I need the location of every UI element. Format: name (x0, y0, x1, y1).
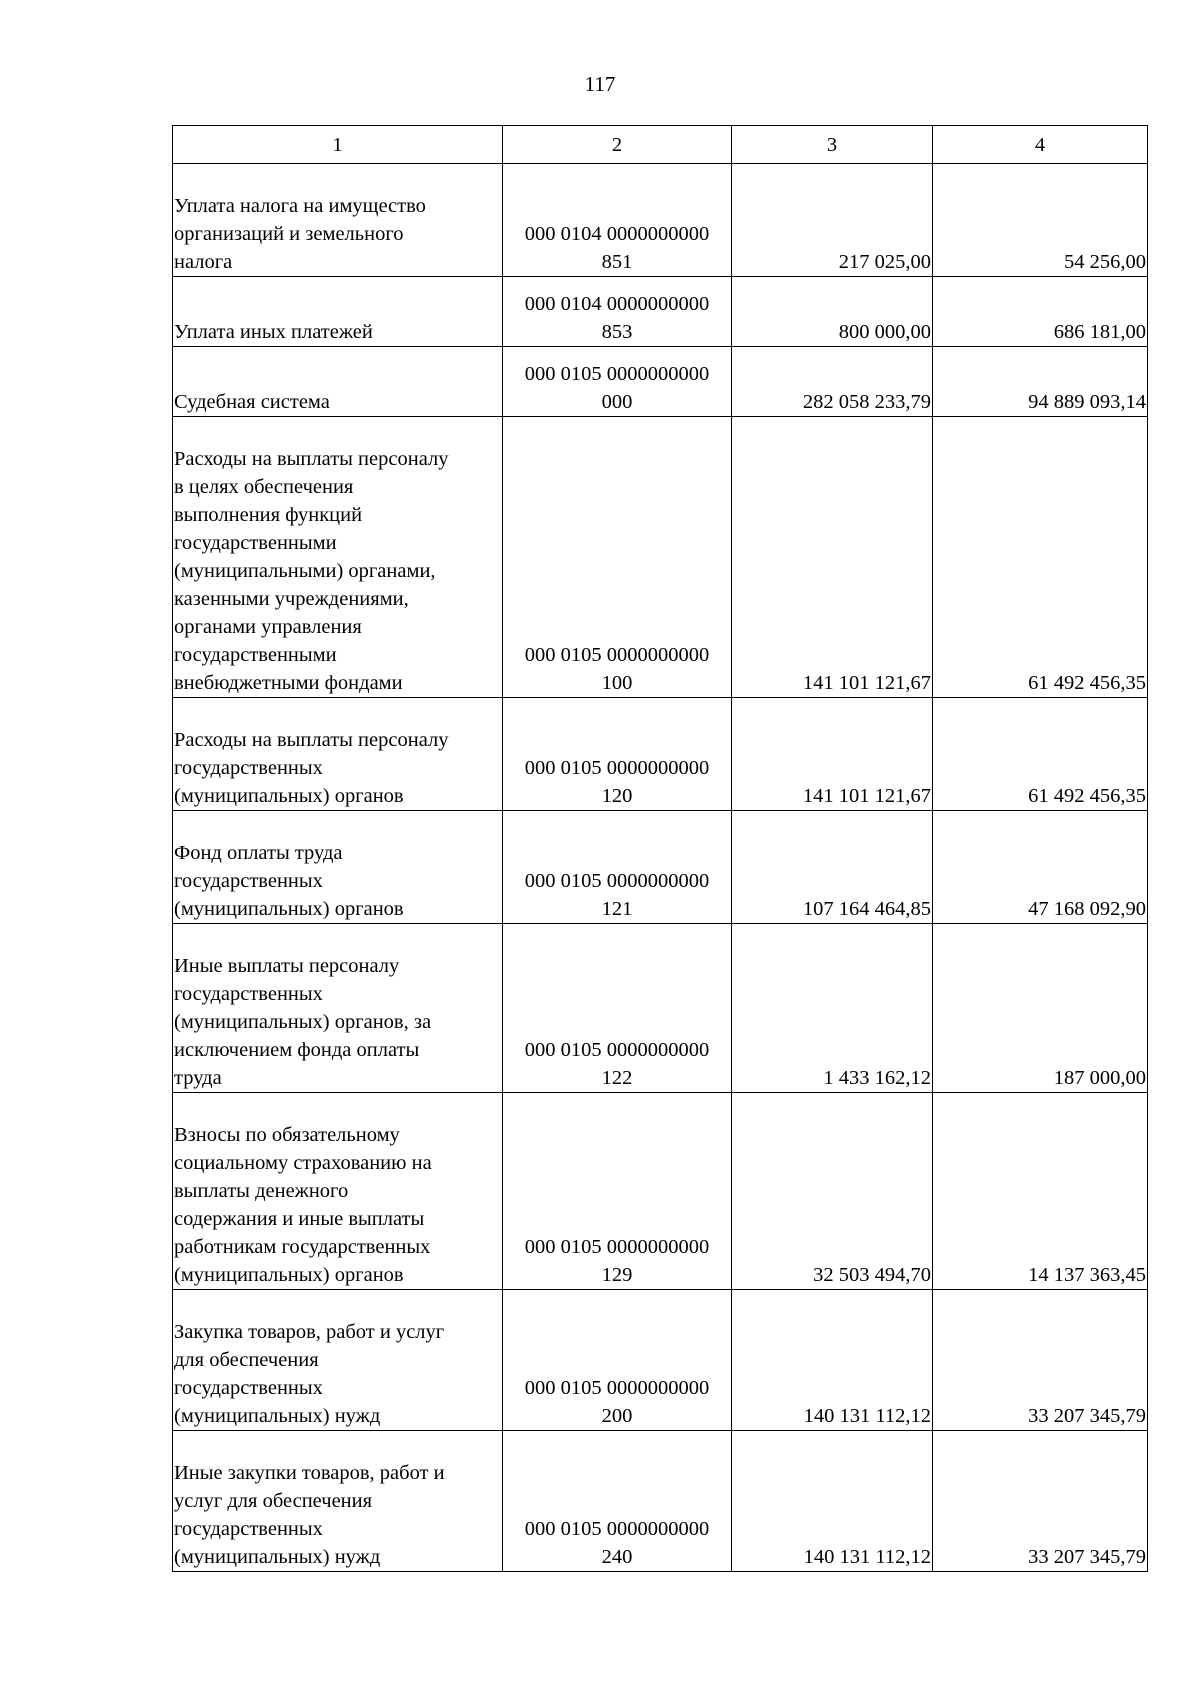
row-value-col3: 141 101 121,67 (802, 785, 931, 807)
row-name: Иные выплаты персоналу государственных (муниципальных) органов, за исключением фонда оплаты труда (174, 955, 432, 1089)
row-value-col4: 686 181,00 (1053, 321, 1146, 343)
header-row (173, 126, 1148, 164)
row-value-col4: 33 207 345,79 (1028, 1405, 1146, 1427)
row-code: 000 0105 0000000000 200 (524, 1377, 710, 1427)
row-value-col4: 14 137 363,45 (1028, 1264, 1146, 1286)
row-name: Судебная система (174, 391, 330, 413)
row-code: 000 0105 0000000000 000 (524, 363, 710, 413)
row-value-col3: 141 101 121,67 (802, 672, 931, 694)
row-value-col3: 217 025,00 (838, 251, 931, 273)
row-name: Иные закупки товаров, работ и услуг для обеспечения государственных (муниципальных) нужд (174, 1462, 445, 1568)
row-value-col4: 61 492 456,35 (1028, 785, 1146, 807)
table-row (173, 1290, 1148, 1431)
row-code: 000 0105 0000000000 240 (524, 1518, 710, 1568)
row-name: Расходы на выплаты персоналу в целях обеспечения выполнения функций государственными (муниципальными) органами, казенными учреждениями, органами управления государственными внебюджетными фондами (174, 448, 449, 694)
column-header-1: 1 (173, 126, 503, 164)
row-value-col3: 1 433 162,12 (823, 1067, 931, 1089)
column-header-4: 4 (933, 126, 1148, 164)
table-row (173, 924, 1148, 1093)
row-code: 000 0105 0000000000 120 (524, 757, 710, 807)
row-code: 000 0105 0000000000 129 (524, 1236, 710, 1286)
row-code: 000 0105 0000000000 121 (524, 870, 710, 920)
column-header-3: 3 (732, 126, 933, 164)
row-code: 000 0104 0000000000 851 (524, 223, 710, 273)
row-value-col3: 107 164 464,85 (802, 898, 931, 920)
row-name: Расходы на выплаты персоналу государственных (муниципальных) органов (174, 729, 449, 807)
row-name: Уплата налога на имущество организаций и земельного налога (174, 195, 426, 273)
row-value-col4: 33 207 345,79 (1028, 1546, 1146, 1568)
row-value-col3: 140 131 112,12 (803, 1546, 931, 1568)
row-value-col3: 32 503 494,70 (813, 1264, 931, 1286)
row-value-col4: 47 168 092,90 (1028, 898, 1146, 920)
table-row (173, 811, 1148, 924)
row-code: 000 0105 0000000000 100 (524, 644, 710, 694)
table-row (173, 417, 1148, 698)
table-row (173, 164, 1148, 277)
row-value-col4: 54 256,00 (1064, 251, 1146, 273)
table-row (173, 1431, 1148, 1572)
row-value-col3: 140 131 112,12 (803, 1405, 931, 1427)
row-value-col4: 187 000,00 (1053, 1067, 1146, 1089)
row-value-col4: 61 492 456,35 (1028, 672, 1146, 694)
table-row (173, 347, 1148, 417)
row-value-col3: 282 058 233,79 (802, 391, 931, 413)
table-row (173, 1093, 1148, 1290)
row-value-col4: 94 889 093,14 (1028, 391, 1146, 413)
row-code: 000 0104 0000000000 853 (524, 293, 710, 343)
row-name: Закупка товаров, работ и услуг для обеспечения государственных (муниципальных) нужд (174, 1321, 445, 1427)
column-header-2: 2 (503, 126, 732, 164)
row-name: Фонд оплаты труда государственных (муниципальных) органов (174, 842, 404, 920)
row-name: Взносы по обязательному социальному страхованию на выплаты денежного содержания и иные выплаты работникам государственных (муниципальных) органов (174, 1124, 432, 1286)
row-code: 000 0105 0000000000 122 (524, 1039, 710, 1089)
budget-table (172, 125, 1148, 1572)
table-row (173, 698, 1148, 811)
table-row (173, 277, 1148, 347)
row-value-col3: 800 000,00 (838, 321, 931, 343)
page-number: 117 (584, 72, 616, 96)
row-name: Уплата иных платежей (174, 321, 373, 343)
